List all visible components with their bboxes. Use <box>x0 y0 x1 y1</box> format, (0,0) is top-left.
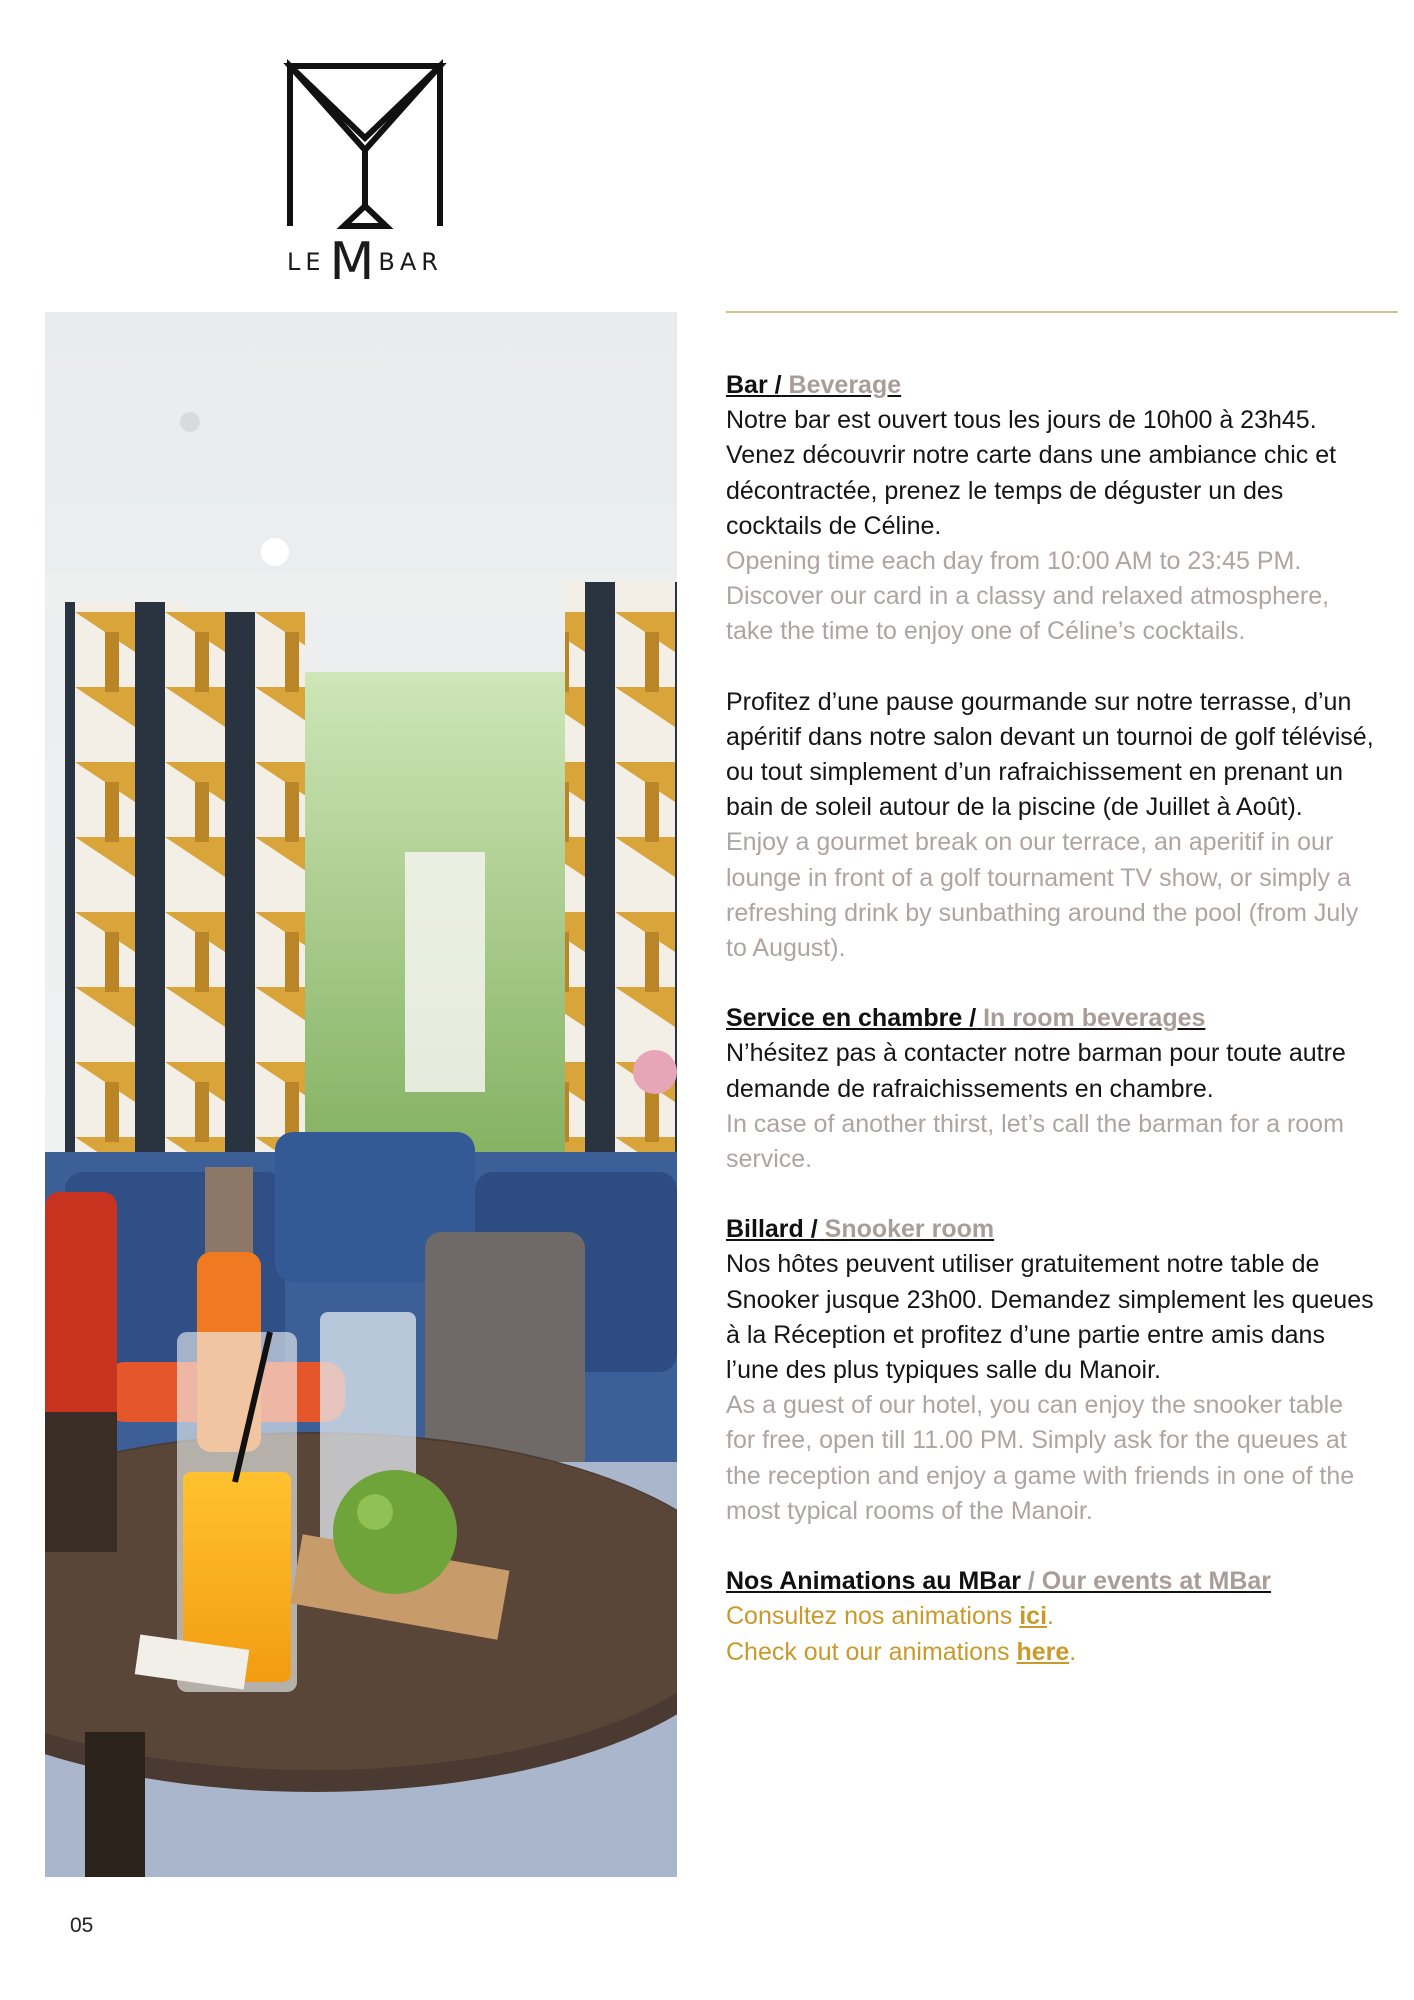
english-paragraph: Enjoy a gourmet break on our terrace, an aperitif in our lounge in front of a golf tournament TV show, or simply a refreshing drink by sunbathing around the pool (from July to August). <box>726 828 1359 963</box>
french-paragraph: N’hésitez pas à contacter notre barman pour toute autre demande de rafraichissements en chambre. <box>726 1039 1346 1103</box>
heading-french: Nos Animations au MBar <box>726 1567 1021 1596</box>
heading-french: Billard / <box>726 1215 818 1244</box>
content-column <box>726 368 1376 1705</box>
section-bar <box>726 368 1376 650</box>
english-paragraph: Opening time each day from 10:00 AM to 23:45 PM. Discover our card in a classy and relaxed atmosphere, take the time to enjoy one of Céline’s cocktails. <box>726 547 1330 646</box>
section-heading <box>726 368 1376 403</box>
events-french-line: Consultez nos animations ici. <box>726 1602 1054 1631</box>
heading-english: / Our events at MBar <box>1020 1567 1272 1596</box>
section-terrace <box>726 685 1376 967</box>
french-paragraph: Notre bar est ouvert tous les jours de 10h00 à 23h45. Venez découvrir notre carte dans une ambiance chic et décontractée, prenez le temps de déguster un des cocktails de Céline. <box>726 406 1337 540</box>
heading-english: Beverage <box>788 371 902 399</box>
section-room-service <box>726 1001 1376 1177</box>
heading-english: Snooker room <box>824 1215 995 1244</box>
events-french-text: Consultez nos animations <box>726 1602 1020 1631</box>
english-paragraph: As a guest of our hotel, you can enjoy the snooker table for free, open till 11.00 PM. Simply ask for the queues at the reception and enjoy a game with friends in one of the most typical rooms of the Manoir. <box>726 1391 1355 1525</box>
logo-wordmark <box>270 232 460 292</box>
section-events <box>726 1564 1376 1670</box>
events-link-here[interactable]: here <box>1016 1637 1070 1666</box>
heading-french: Bar / <box>726 371 782 399</box>
logo-word-right: BAR <box>378 248 443 276</box>
mbar-logo <box>270 58 460 292</box>
logo-word-left: LE <box>287 248 326 276</box>
section-heading <box>726 1001 1376 1036</box>
heading-french: Service en chambre / <box>726 1004 977 1033</box>
cocktail-glass-icon <box>270 58 460 238</box>
page-number: 05 <box>70 1914 94 1937</box>
events-english-text: Check out our animations <box>726 1637 1017 1666</box>
section-heading <box>726 1564 1376 1599</box>
english-paragraph: In case of another thirst, let’s call the barman for a room service. <box>726 1109 1344 1174</box>
bar-lounge-photo <box>45 312 677 1877</box>
gold-divider <box>726 311 1398 313</box>
logo-word-mid: M <box>329 232 375 292</box>
french-paragraph: Profitez d’une pause gourmande sur notre terrasse, d’un apéritif dans notre salon devant un tournoi de golf télévisé, ou tout simplement d’un rafraichissement en prenant un bain de soleil autour de la piscine (de Juillet à Août). <box>726 687 1374 822</box>
section-snooker <box>726 1212 1376 1529</box>
heading-english: In room beverages <box>983 1004 1206 1033</box>
events-link-ici[interactable]: ici <box>1019 1602 1048 1631</box>
french-paragraph: Nos hôtes peuvent utiliser gratuitement notre table de Snooker jusque 23h00. Demandez simplement les queues à la Réception et profitez d’une partie entre amis dans l’une des plus typiques salle du Manoir. <box>726 1250 1374 1385</box>
events-english-line: Check out our animations here. <box>726 1637 1077 1666</box>
section-heading <box>726 1212 1376 1247</box>
